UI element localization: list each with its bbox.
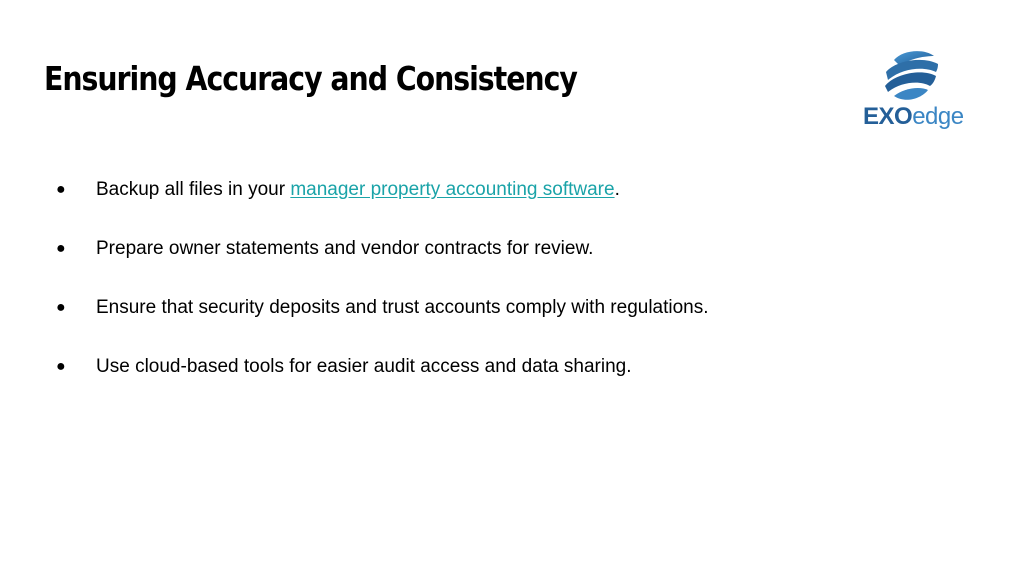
logo-text-light: edge (912, 103, 964, 130)
slide-title: Ensuring Accuracy and Consistency (44, 59, 577, 98)
bullet-text-after: . (614, 179, 620, 200)
logo-text-bold: EXO (863, 103, 913, 130)
bullet-text (96, 172, 620, 208)
exoedge-swirl-icon (880, 48, 942, 104)
bullet-icon: ● (56, 181, 66, 198)
bullet-text: Ensure that security deposits and trust accounts comply with regulations. (96, 297, 709, 318)
bullet-icon: ● (56, 240, 66, 257)
list-item (56, 290, 709, 349)
bullet-text: Prepare owner statements and vendor contracts for review. (96, 238, 594, 259)
list-item (56, 172, 709, 231)
bullet-list (56, 172, 709, 408)
accounting-software-link[interactable]: manager property accounting software (290, 179, 615, 200)
bullet-text-before: Backup all files in your (96, 179, 291, 200)
bullet-icon: ● (56, 299, 66, 316)
exoedge-logo (860, 46, 964, 138)
bullet-text: Use cloud-based tools for easier audit access and data sharing. (96, 356, 632, 377)
bullet-icon: ● (56, 358, 66, 375)
list-item (56, 231, 709, 290)
logo-wordmark (863, 103, 964, 131)
list-item (56, 349, 709, 408)
